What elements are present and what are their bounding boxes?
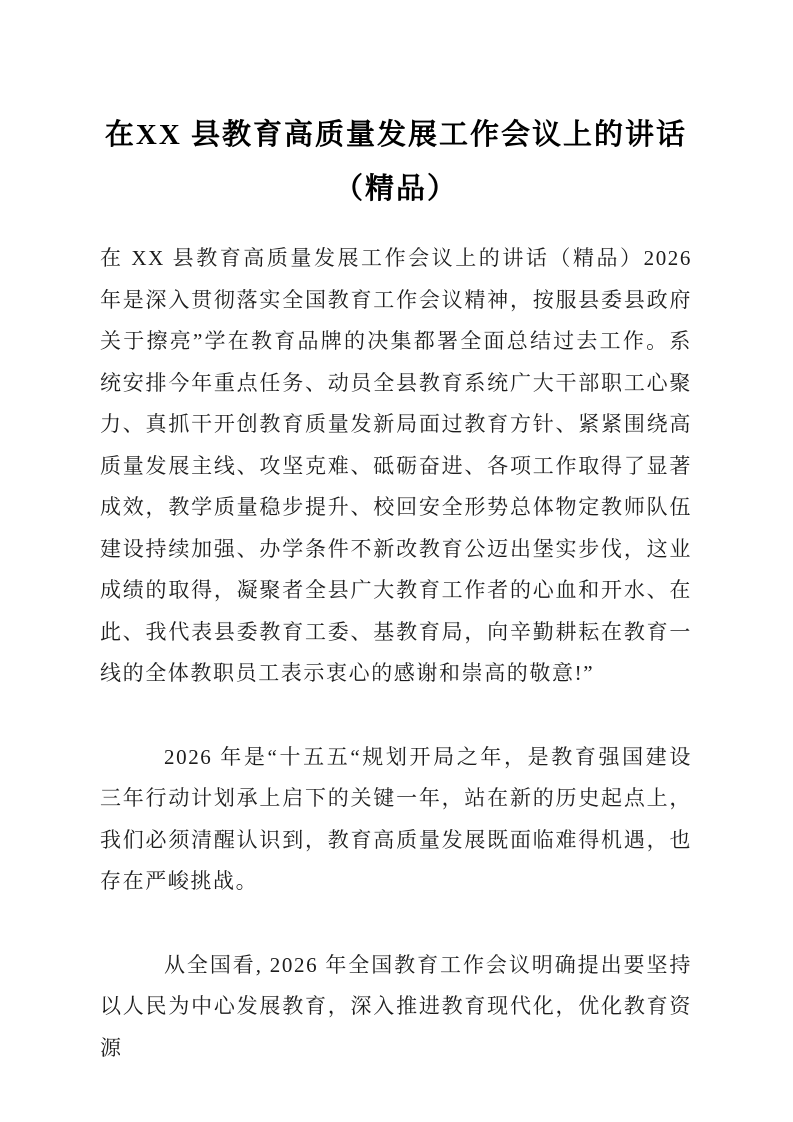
document-title xyxy=(100,108,692,216)
paragraph-1: 在 XX 县教育高质量发展工作会议上的讲话（精品）2026 年是深入贯彻落实全国教育工作会议精神，按服县委县政府关于擦亮”学在教育品牌的决集都署全面总结过去工作。系统安排今年重点任务、动员全县教育系统广大干部职工心聚力、真抓干开创教育质量发新局面过教育方针、紧紧围绕高质量发展主线、攻坚克难、砥砺奋进、各项工作取得了显著成效，教学质量稳步提升、校回安全形势总体物定教师队伍建设持续加强、办学条件不新改教育公迈出堡实步伐，这业成绩的取得，凝聚者全县广大教育工作者的心血和开水、在此、我代表县委教育工委、基教育局，向辛勤耕耘在教育一线的全体教职员工表示衷心的感谢和崇高的敬意!” xyxy=(100,246,692,685)
paragraph-3: 从全国看, 2026 年全国教育工作会议明确提出要坚持以人民为中心发展教育，深入推进教育现代化，优化教育资源 xyxy=(100,952,692,1060)
document-title-line-1: 在XX 县教育高质量发展工作会议上的讲话 xyxy=(104,119,688,151)
document-body xyxy=(100,238,692,1069)
paragraph-2: 2026 年是“十五五“规划开局之年，是教育强国建设三年行动计划承上启下的关键一年，站在新的历史起点上，我们必须清醒认识到，教育高质量发展既面临难得机遇，也存在严峻挑战。 xyxy=(100,744,692,893)
document-title-line-2: （精品） xyxy=(333,173,458,205)
